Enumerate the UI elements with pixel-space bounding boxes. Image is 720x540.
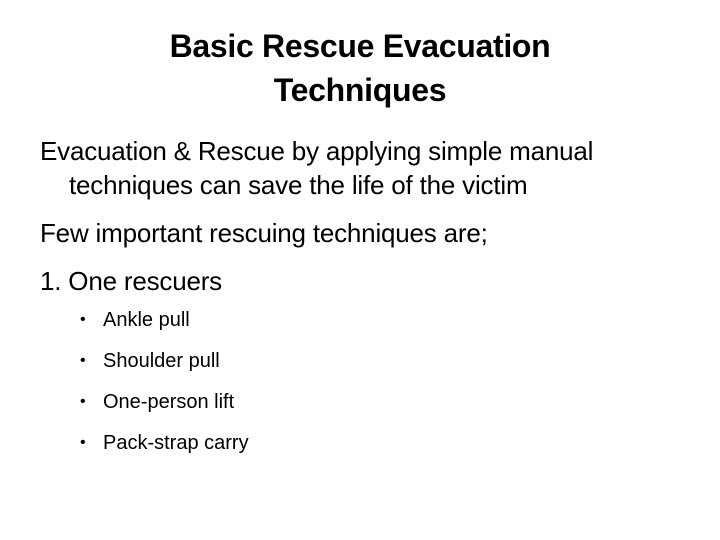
- intro-paragraph-line-1: Evacuation & Rescue by applying simple manual: [40, 136, 594, 166]
- bullet-item: [77, 430, 700, 456]
- intro-paragraph-line-2: techniques can save the life of the victim: [69, 170, 528, 200]
- bullet-item: [77, 389, 700, 415]
- numbered-item-one-rescuers: 1. One rescuers: [40, 266, 222, 296]
- slide-title-line-1: Basic Rescue Evacuation: [169, 28, 551, 64]
- bullet-icon: •: [80, 311, 86, 328]
- bullet-item-label: Shoulder pull: [103, 350, 220, 372]
- bullet-item-label: One-person lift: [103, 391, 235, 413]
- bullet-icon: •: [80, 352, 86, 369]
- bullet-item: [77, 348, 700, 374]
- technique-bullet-list: [40, 307, 700, 456]
- slide-body: [40, 134, 700, 471]
- bullet-item-label: Ankle pull: [103, 309, 190, 331]
- bullet-item-label: Pack-strap carry: [103, 432, 249, 454]
- bullet-item: [77, 307, 700, 333]
- slide-title: [40, 24, 680, 112]
- slide-title-line-2: Techniques: [273, 72, 447, 108]
- intro-paragraph: [40, 134, 700, 202]
- bullet-icon: •: [80, 434, 86, 451]
- bullet-icon: •: [80, 393, 86, 410]
- techniques-intro: Few important rescuing techniques are;: [40, 218, 488, 248]
